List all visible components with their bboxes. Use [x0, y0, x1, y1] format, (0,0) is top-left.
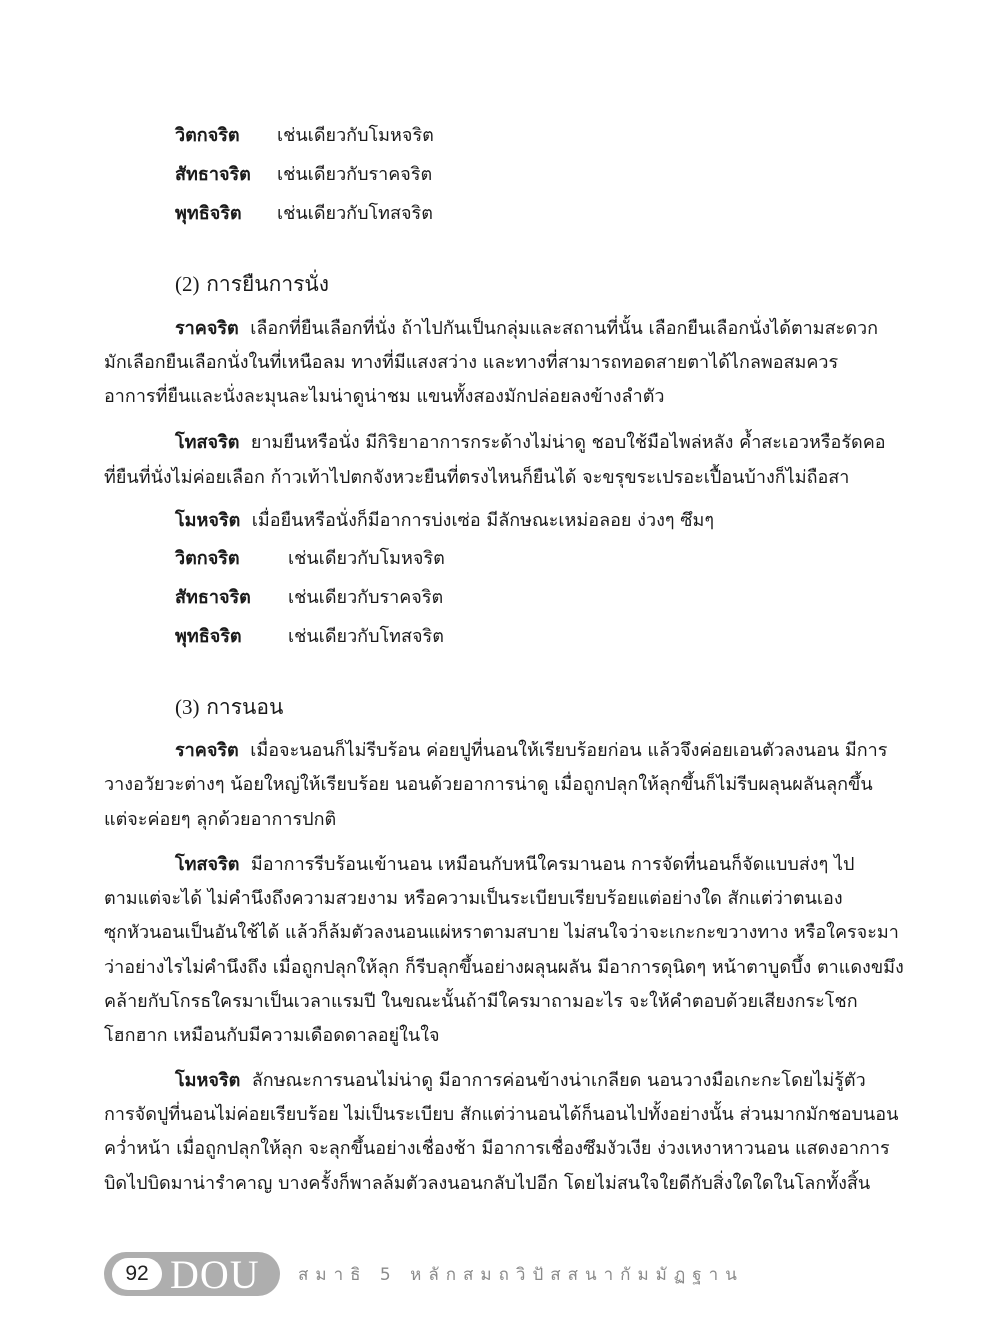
paragraph-term: โทสจริต [175, 432, 240, 453]
paragraph-line [104, 921, 899, 945]
paragraph-text: วางอวัยวะต่างๆ น้อยใหญ่ให้เรียบร้อย นอนด้วยอาการน่าดู เมื่อถูกปลุกให้ลุกขึ้นก็ไม่รีบผลุนผลันลุกขึ้น [104, 774, 873, 795]
list-item [175, 124, 434, 148]
paragraph-line [104, 385, 665, 409]
paragraph-text: ที่ยืนที่นั่งไม่ค่อยเลือก ก้าวเท้าไปตกจังหวะยืนที่ตรงไหนก็ยืนได้ จะขรุขระเปรอะเปื้อนบ้างก็ไม่ถือสา [104, 467, 850, 488]
footer-badge [104, 1252, 280, 1296]
paragraph-line [104, 466, 849, 490]
paragraph-line [104, 808, 336, 832]
paragraph-line [175, 317, 878, 341]
page-number: 92 [112, 1258, 162, 1290]
paragraph-term: โมหจริต [175, 1070, 241, 1091]
paragraph-text: ลักษณะการนอนไม่น่าดู มีอาการค่อนข้างน่าเกลียด นอนวางมือเกะกะโดยไม่รู้ตัว [251, 1070, 866, 1091]
section-number: (2) [175, 272, 200, 296]
list-text: เช่นเดียวกับราคจริต [277, 164, 433, 185]
paragraph-text: เมื่อจะนอนก็ไม่รีบร้อน ค่อยปูที่นอนให้เรียบร้อยก่อน แล้วจึงค่อยเอนตัวลงนอน มีการ [250, 740, 888, 761]
paragraph-text: บิดไปบิดมาน่ารำคาญ บางครั้งก็พาลล้มตัวลงนอนกลับไปอีก โดยไม่สนใจใยดีกับสิ่งใดใดในโลกทั้งสิ้น [104, 1173, 871, 1194]
paragraph-line [104, 351, 838, 375]
paragraph-line [104, 887, 843, 911]
section-heading [175, 693, 283, 721]
paragraph-text: การจัดปูที่นอนไม่ค่อยเรียบร้อย ไม่เป็นระเบียบ สักแต่ว่านอนได้ก็นอนไปทั้งอย่างนั้น ส่วนมากมักชอบนอน [104, 1104, 899, 1125]
list-item [175, 586, 443, 610]
list-item [175, 163, 432, 187]
paragraph-line [104, 956, 904, 980]
paragraph-line [175, 739, 887, 763]
list-term: วิตกจริต [175, 125, 240, 146]
paragraph-text: ยามยืนหรือนั่ง มีกิริยาอาการกระด้างไม่น่าดู ชอบใช้มือไพล่หลัง ค้ำสะเอวหรือรัดคอ [250, 432, 886, 453]
list-text: เช่นเดียวกับโมหจริต [277, 125, 434, 146]
paragraph-line [104, 1103, 898, 1127]
paragraph-term: โทสจริต [175, 854, 240, 875]
paragraph-line [175, 1069, 866, 1093]
paragraph-text: ว่าอย่างไรไม่คำนึงถึง เมื่อถูกปลุกให้ลุก ก็รีบลุกขึ้นอย่างผลุนผลัน มีอาการดุนิดๆ หน้าตาบูดบึ้ง ตาแดงขมึง [104, 957, 904, 978]
dou-logo: DOU [170, 1252, 260, 1297]
paragraph-term: ราคจริต [175, 740, 239, 761]
paragraph-text: แต่จะค่อยๆ ลุกด้วยอาการปกติ [104, 809, 337, 830]
section-title: การนอน [206, 695, 284, 719]
section-number: (3) [175, 695, 200, 719]
paragraph-line [104, 1172, 870, 1196]
paragraph-line [104, 1137, 890, 1161]
list-term: สัทธาจริต [175, 587, 251, 608]
page-footer [104, 1252, 744, 1296]
paragraph-text: คล้ายกับโกรธใครมาเป็นเวลาแรมปี ในขณะนั้นถ้ามีใครมาถามอะไร จะให้คำตอบด้วยเสียงกระโชก [104, 991, 858, 1012]
list-text: เช่นเดียวกับโทสจริต [288, 626, 444, 647]
paragraph-line [104, 773, 873, 797]
section-title: การยืนการนั่ง [206, 272, 330, 296]
paragraph-text: ซุกหัวนอนเป็นอันใช้ได้ แล้วก็ล้มตัวลงนอนแผ่หราตามสบาย ไม่สนใจว่าจะเกะกะขวางทาง หรือใครจะมา [104, 922, 899, 943]
paragraph-text: โฮกฮาก เหมือนกับมีความเดือดดาลอยู่ในใจ [104, 1025, 440, 1046]
list-text: เช่นเดียวกับโทสจริต [277, 203, 433, 224]
paragraph-line [175, 431, 886, 455]
paragraph-text: เมื่อยืนหรือนั่งก็มีอาการบ่งเซ่อ มีลักษณะเหม่อลอย ง่วงๆ ซึมๆ [251, 510, 715, 531]
paragraph-text: ตามแต่จะได้ ไม่คำนึงถึงความสวยงาม หรือความเป็นระเบียบเรียบร้อยแต่อย่างใด สักแต่ว่าตนเอง [104, 888, 843, 909]
book-title: สมาธิ 5 หลักสมถวิปัสสนากัมมัฏฐาน [298, 1265, 744, 1285]
paragraph-line [104, 1024, 440, 1048]
list-term: พุทธิจริต [175, 203, 242, 224]
list-term: พุทธิจริต [175, 626, 242, 647]
paragraph-line [175, 509, 714, 533]
list-text: เช่นเดียวกับราคจริต [288, 587, 444, 608]
list-term: วิตกจริต [175, 548, 240, 569]
list-term: สัทธาจริต [175, 164, 251, 185]
paragraph-term: ราคจริต [175, 318, 239, 339]
paragraph-text: คว่ำหน้า เมื่อถูกปลุกให้ลุก จะลุกขึ้นอย่างเชื่องช้า มีอาการเชื่องซึมงัวเงีย ง่วงเหงาหาวนอน แสดงอาการ [104, 1138, 890, 1159]
paragraph-text: เลือกที่ยืนเลือกที่นั่ง ถ้าไปกันเป็นกลุ่มและสถานที่นั้น เลือกยืนเลือกนั่งได้ตามสะดวก [250, 318, 879, 339]
list-item [175, 547, 445, 571]
paragraph-term: โมหจริต [175, 510, 241, 531]
paragraph-text: มักเลือกยืนเลือกนั่งในที่เหนือลม ทางที่มีแสงสว่าง และทางที่สามารถทอดสายตาได้ไกลพอสมควร [104, 352, 839, 373]
list-item [175, 625, 444, 649]
section-heading [175, 270, 329, 298]
paragraph-line [175, 853, 854, 877]
paragraph-line [104, 990, 858, 1014]
list-text: เช่นเดียวกับโมหจริต [288, 548, 445, 569]
list-item [175, 202, 433, 226]
paragraph-text: มีอาการรีบร้อนเข้านอน เหมือนกับหนีใครมานอน การจัดที่นอนก็จัดแบบส่งๆ ไป [250, 854, 855, 875]
paragraph-text: อาการที่ยืนและนั่งละมุนละไมน่าดูน่าชม แขนทั้งสองมักปล่อยลงข้างลำตัว [104, 386, 665, 407]
